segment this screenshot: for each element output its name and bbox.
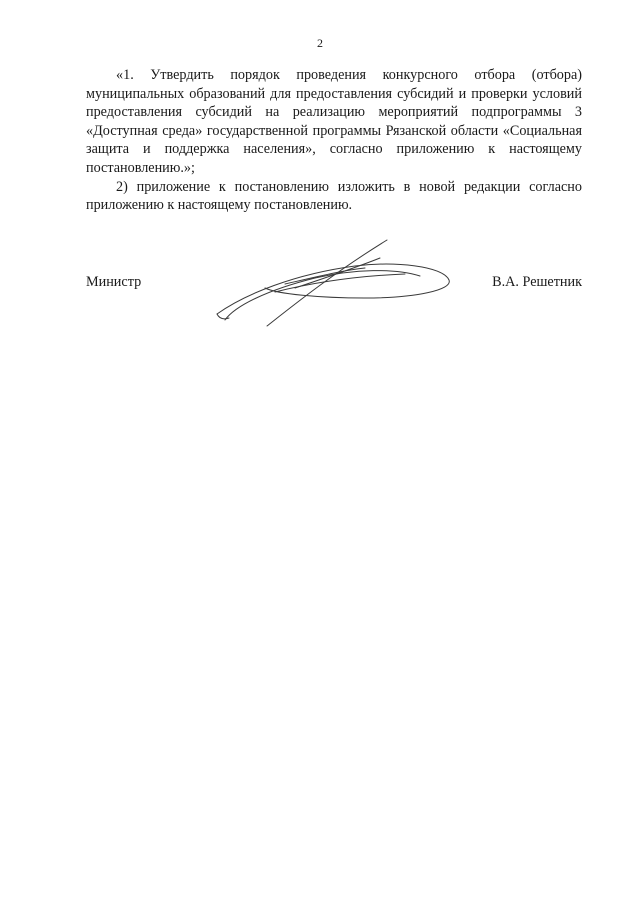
- paragraph-1: «1. Утвердить порядок проведения конкурсного отбора (отбора) муниципальных образований для предоставления субсидий и проверки условий предоставления субсидий на реализацию мероприятий подпрограммы 3 «Доступная среда» государственной программы Рязанской области «Социальная защита и поддержка населения», согласно приложению к настоящему постановлению.»;: [86, 67, 582, 176]
- page-number: 2: [317, 36, 323, 50]
- signatory-title: Министр: [86, 274, 142, 290]
- body-text: [86, 66, 582, 215]
- signatory-name: В.А. Решетник: [492, 274, 582, 290]
- paragraph-2: 2) приложение к постановлению изложить в новой редакции согласно приложению к настоящему постановлению.: [86, 178, 582, 214]
- handwritten-signature: [205, 232, 455, 332]
